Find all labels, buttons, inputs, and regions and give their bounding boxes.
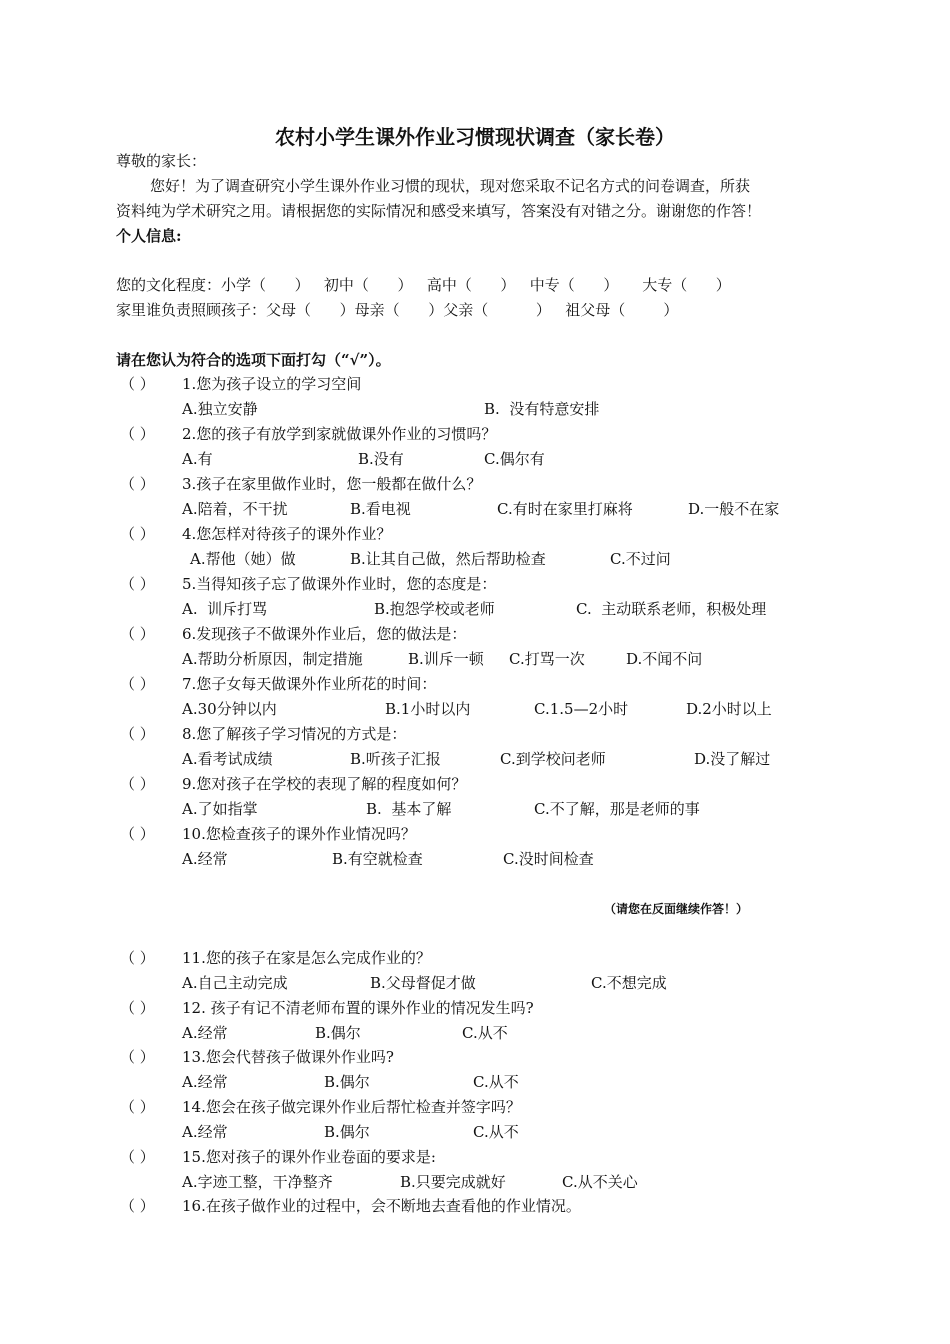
option: C.从不 <box>473 1073 519 1091</box>
option: C. 主动联系老师，积极处理 <box>576 600 767 618</box>
option: A.30分钟以内 <box>182 700 277 718</box>
page-title: 农村小学生课外作业习惯现状调查（家长卷） <box>275 125 675 149</box>
option: C.不过问 <box>610 550 671 568</box>
question-text: 2.您的孩子有放学到家就做课外作业的习惯吗？ <box>182 425 497 443</box>
option: B. 没有特意安排 <box>484 400 600 418</box>
option: A.看考试成绩 <box>182 750 273 768</box>
option: C.不了解，那是老师的事 <box>534 800 700 818</box>
option: D.2小时以上 <box>686 700 772 718</box>
question-text: 8.您了解孩子学习情况的方式是： <box>182 725 407 743</box>
answer-box[interactable]: （ ） <box>120 525 155 543</box>
greeting: 尊敬的家长： <box>116 152 207 170</box>
option: C.打骂一次 <box>509 650 585 668</box>
answer-box[interactable]: （ ） <box>120 725 155 743</box>
option: B.有空就检查 <box>332 850 423 868</box>
option: A.了如指掌 <box>182 800 258 818</box>
option: A.经常 <box>182 1123 228 1141</box>
option: A.有 <box>182 450 213 468</box>
instruction: 请在您认为符合的选项下面打勾（“√”）。 <box>116 351 391 369</box>
option: B.1小时以内 <box>385 700 471 718</box>
question-9[interactable] <box>120 777 466 792</box>
option: B.听孩子汇报 <box>350 750 441 768</box>
question-6[interactable] <box>120 627 466 642</box>
option: C.从不关心 <box>562 1173 638 1191</box>
answer-box[interactable]: （ ） <box>120 575 155 593</box>
option: A.经常 <box>182 850 228 868</box>
intro-line-2: 资料纯为学术研究之用。请根据您的实际情况和感受来填写，答案没有对错之分。谢谢您的作答！ <box>116 202 762 220</box>
answer-box[interactable]: （ ） <box>120 425 155 443</box>
option: B.抱怨学校或老师 <box>374 600 495 618</box>
education-level-line: 您的文化程度：小学（ ） 初中（ ） 高中（ ） 中专（ ） 大专（ ） <box>116 276 731 294</box>
answer-box[interactable]: （ ） <box>120 775 155 793</box>
question-text: 3.孩子在家里做作业时，您一般都在做什么？ <box>182 475 482 493</box>
option: C.从不 <box>462 1024 508 1042</box>
answer-box[interactable]: （ ） <box>120 375 155 393</box>
question-2[interactable] <box>120 427 496 442</box>
continue-note: （请您在反面继续作答！） <box>604 902 749 916</box>
option: A.经常 <box>182 1024 228 1042</box>
answer-box[interactable]: （ ） <box>120 475 155 493</box>
option: B.看电视 <box>350 500 411 518</box>
option: A.陪着，不干扰 <box>182 500 288 518</box>
question-13[interactable] <box>120 1050 394 1065</box>
question-text: 14.您会在孩子做完课外作业后帮忙检查并签字吗？ <box>182 1098 521 1116</box>
option: C.不想完成 <box>591 974 667 992</box>
option: B.偶尔 <box>324 1123 370 1141</box>
question-3[interactable] <box>120 477 481 492</box>
question-text: 6.发现孩子不做课外作业后，您的做法是： <box>182 625 467 643</box>
question-8[interactable] <box>120 727 406 742</box>
option: C.有时在家里打麻将 <box>497 500 633 518</box>
option: A.自己主动完成 <box>182 974 288 992</box>
option: B.训斥一顿 <box>408 650 484 668</box>
answer-box[interactable]: （ ） <box>120 1098 155 1116</box>
question-text: 5.当得知孩子忘了做课外作业时，您的态度是： <box>182 575 497 593</box>
question-7[interactable] <box>120 677 436 692</box>
question-5[interactable] <box>120 577 496 592</box>
question-text: 11.您的孩子在家是怎么完成作业的？ <box>182 949 431 967</box>
option: B.偶尔 <box>324 1073 370 1091</box>
option: D.一般不在家 <box>688 500 780 518</box>
question-text: 16.在孩子做作业的过程中，会不断地去查看他的作业情况。 <box>182 1197 581 1215</box>
option: B.只要完成就好 <box>400 1173 506 1191</box>
question-text: 15.您对孩子的课外作业卷面的要求是: <box>182 1148 436 1166</box>
option: C.到学校问老师 <box>500 750 606 768</box>
answer-box[interactable]: （ ） <box>120 949 155 967</box>
answer-box[interactable]: （ ） <box>120 999 155 1017</box>
question-10[interactable] <box>120 827 416 842</box>
answer-box[interactable]: （ ） <box>120 1197 155 1215</box>
question-12[interactable] <box>120 1001 534 1016</box>
question-15[interactable] <box>120 1150 436 1165</box>
question-11[interactable] <box>120 951 431 966</box>
answer-box[interactable]: （ ） <box>120 1048 155 1066</box>
question-text: 4.您怎样对待孩子的课外作业？ <box>182 525 392 543</box>
option: B.让其自己做，然后帮助检查 <box>350 550 546 568</box>
question-text: 9.您对孩子在学校的表现了解的程度如何？ <box>182 775 467 793</box>
question-text: 12. 孩子有记不清老师布置的课外作业的情况发生吗? <box>182 999 534 1017</box>
option: A.字迹工整，干净整齐 <box>182 1173 333 1191</box>
answer-box[interactable]: （ ） <box>120 825 155 843</box>
option: A.独立安静 <box>182 400 258 418</box>
option: B.没有 <box>358 450 404 468</box>
question-text: 10.您检查孩子的课外作业情况吗？ <box>182 825 416 843</box>
caregiver-line: 家里谁负责照顾孩子：父母（ ）母亲（ ）父亲（ ） 祖父母（ ） <box>116 301 679 319</box>
option: B.父母督促才做 <box>370 974 476 992</box>
question-14[interactable] <box>120 1100 521 1115</box>
option: C.1.5—2小时 <box>534 700 629 718</box>
option: A.帮助分析原因，制定措施 <box>182 650 363 668</box>
answer-box[interactable]: （ ） <box>120 1148 155 1166</box>
option: D.不闻不问 <box>626 650 703 668</box>
question-16[interactable] <box>120 1199 581 1214</box>
option: D.没了解过 <box>694 750 771 768</box>
option: C.偶尔有 <box>484 450 545 468</box>
personal-info-heading: 个人信息: <box>116 227 182 245</box>
question-1[interactable] <box>120 377 361 392</box>
question-4[interactable] <box>120 527 391 542</box>
answer-box[interactable]: （ ） <box>120 625 155 643</box>
question-text: 7.您子女每天做课外作业所花的时间： <box>182 675 437 693</box>
question-text: 1.您为孩子设立的学习空间 <box>182 375 362 393</box>
question-text: 13.您会代替孩子做课外作业吗? <box>182 1048 394 1066</box>
option: B.偶尔 <box>315 1024 361 1042</box>
answer-box[interactable]: （ ） <box>120 675 155 693</box>
option: C.从不 <box>473 1123 519 1141</box>
intro-line-1: 您好！为了调查研究小学生课外作业习惯的现状，现对您采取不记名方式的问卷调查，所获 <box>150 177 751 195</box>
option: A.经常 <box>182 1073 228 1091</box>
option: A. 训斥打骂 <box>182 600 268 618</box>
option: B. 基本了解 <box>366 800 452 818</box>
option: A.帮他（她）做 <box>190 550 296 568</box>
option: C.没时间检查 <box>503 850 594 868</box>
